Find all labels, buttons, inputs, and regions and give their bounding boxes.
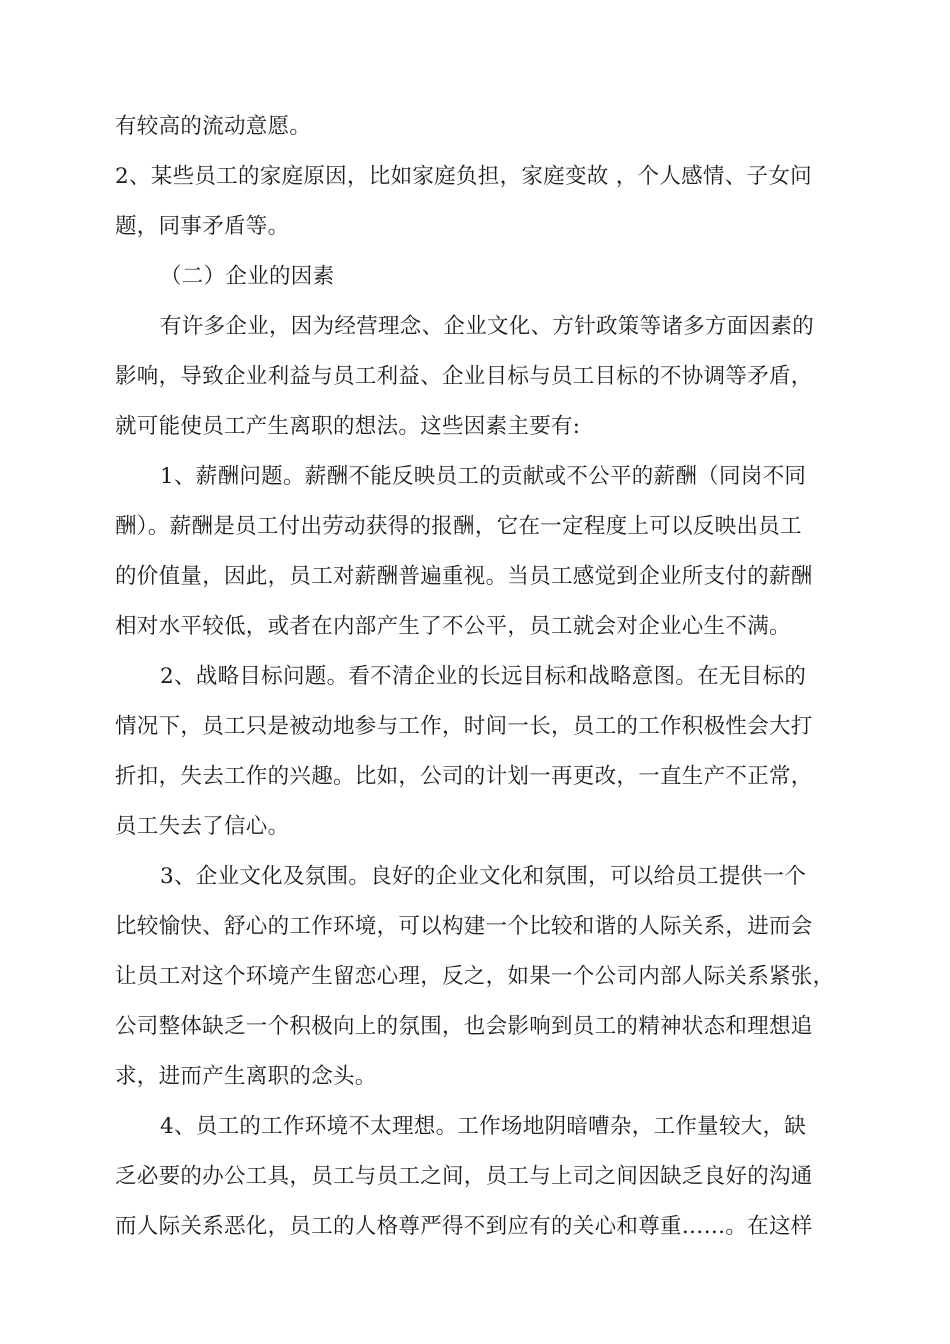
text-line-3: 题，同事矛盾等。 <box>115 214 290 239</box>
text-line-17: 比较愉快、舒心的工作环境，可以构建一个比较和谐的人际关系，进而会 <box>115 914 813 939</box>
text-line-23: 而人际关系恶化，员工的人格尊严得不到应有的关心和尊重……。在这样 <box>115 1214 813 1239</box>
text-line-15: 员工失去了信心。 <box>115 814 290 839</box>
text-line-22: 乏必要的办公工具，员工与员工之间，员工与上司之间因缺乏良好的沟通 <box>115 1164 813 1189</box>
text-line-5: 有许多企业，因为经营理念、企业文化、方针政策等诸多方面因素的 <box>160 314 815 339</box>
text-line-7: 就可能使员工产生离职的想法。这些因素主要有: <box>115 414 581 439</box>
text-line-2: 2、某些员工的家庭原因，比如家庭负担，家庭变故 ，个人感情、子女问 <box>115 164 812 189</box>
text-line-9: 酬）。薪酬是员工付出劳动获得的报酬，它在一定程度上可以反映出员工 <box>115 514 802 539</box>
text-line-1: 有较高的流动意愿。 <box>115 114 312 139</box>
text-line-20: 求，进而产生离职的念头。 <box>115 1064 377 1089</box>
text-line-11: 相对水平较低，或者在内部产生了不公平，员工就会对企业心生不满。 <box>115 614 791 639</box>
text-line-6: 影响，导致企业利益与员工利益、企业目标与员工目标的不协调等矛盾， <box>115 364 813 389</box>
text-line-12: 2、战略目标问题。看不清企业的长远目标和战略意图。在无目标的 <box>160 664 807 689</box>
text-line-8: 1、薪酬问题。薪酬不能反映员工的贡献或不公平的薪酬（同岗不同 <box>160 464 807 489</box>
text-line-14: 折扣，失去工作的兴趣。比如，公司的计划一再更改，一直生产不正常， <box>115 764 813 789</box>
text-line-21: 4、员工的工作环境不太理想。工作场地阴暗嘈杂，工作量较大，缺 <box>160 1114 807 1139</box>
text-line-19: 公司整体缺乏一个积极向上的氛围，也会影响到员工的精神状态和理想追 <box>115 1014 813 1039</box>
text-line-18: 让员工对这个环境产生留恋心理，反之，如果一个公司内部人际关系紧张， <box>115 964 835 989</box>
text-line-16: 3、企业文化及氛围。良好的企业文化和氛围，可以给员工提供一个 <box>160 864 807 889</box>
text-line-10: 的价值量，因此，员工对薪酬普遍重视。当员工感觉到企业所支付的薪酬 <box>115 564 813 589</box>
section-heading: （二）企业的因素 <box>160 264 335 289</box>
text-line-13: 情况下，员工只是被动地参与工作，时间一长，员工的工作积极性会大打 <box>115 714 813 739</box>
